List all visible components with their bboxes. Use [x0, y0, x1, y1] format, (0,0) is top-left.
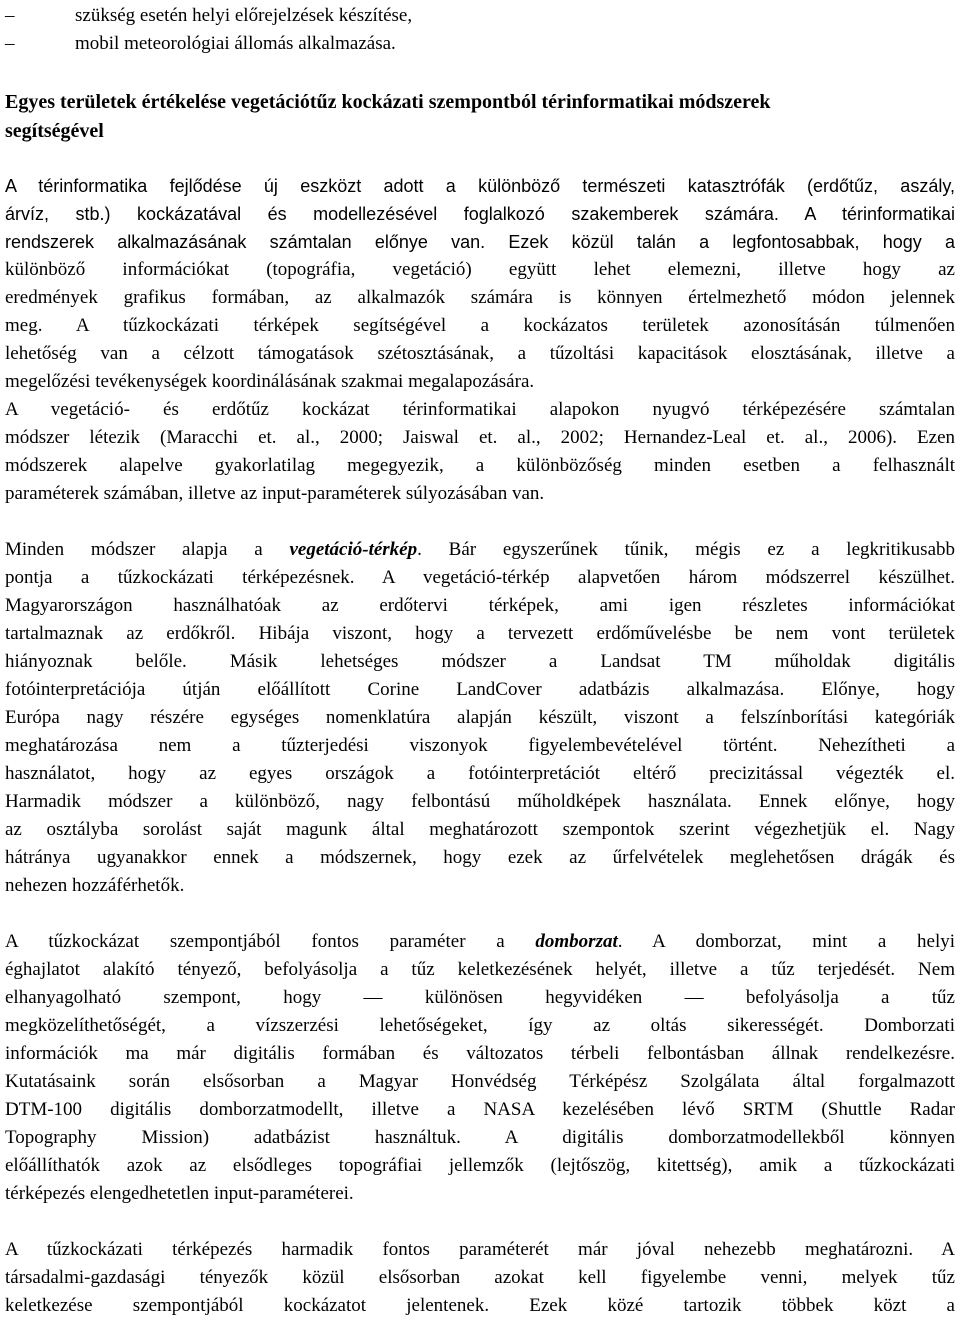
text-run: . Bár egyszerűnek tűnik, mégis ez a legkritikusabb [417, 539, 955, 560]
paragraph-line: rendszerek alkalmazásának számtalan előnye van. Ezek közül talán a legfontosabbak, hogy a [5, 232, 955, 252]
paragraph-line: hiányoznak belőle. Másik lehetséges módszer a Landsat TM műholdak digitális [5, 651, 955, 672]
paragraph-line: nehezen hozzáférhetők. [5, 875, 185, 896]
paragraph-line: megelőzési tevékenységek koordinálásának szakmai megalapozására. [5, 371, 535, 392]
paragraph-line: megközelíthetőségét, a vízszerzési lehetőségeket, így az oltás sikerességét. Domborzati [5, 1015, 955, 1036]
paragraph-line: különböző információkat (topográfia, vegetáció) együtt lehet elemezni, illetve hogy az [5, 259, 955, 280]
text-run: Minden módszer alapja a [5, 539, 290, 560]
bullet-text: mobil meteorológiai állomás alkalmazása. [75, 33, 396, 54]
paragraph-line: társadalmi-gazdasági tényezők közül elsősorban azokat kell figyelembe venni, melyek tűz [5, 1267, 955, 1288]
paragraph-line: meg. A tűzkockázati térképek segítségével a kockázatos területek azonosításán túlmenően [5, 315, 955, 336]
paragraph-line: keletkezése szempontjából kockázatot jelentenek. Ezek közé tartozik többek közt a [5, 1295, 955, 1316]
paragraph-line: A vegetáció- és erdőtűz kockázat térinformatikai alapokon nyugvó térképezésére számtalan [5, 399, 955, 420]
dash-icon: – [5, 5, 15, 26]
bullet-item [5, 2, 955, 30]
paragraph-line: Harmadik módszer a különböző, nagy felbontású műholdképek használata. Ennek előnye, hogy [5, 791, 955, 812]
paragraph-line: tartalmaznak az erdőkről. Hibája viszont, hogy a tervezett erdőművelésbe be nem vont területek [5, 623, 955, 644]
section-heading: Egyes területek értékelése vegetációtűz kockázati szempontból térinformatikai módszerek [5, 91, 771, 113]
paragraph-line: A tűzkockázati térképezés harmadik fontos paraméterét már jóval nehezebb meghatározni. A [5, 1239, 955, 1260]
paragraph-line: Topography Mission) adatbázist használtuk. A digitális domborzatmodellekből könnyen [5, 1127, 955, 1148]
paragraph-line: fotóinterpretációja útján előállított Corine LandCover adatbázis alkalmazása. Előnye, hogy [5, 679, 955, 700]
paragraph-line: előállíthatók azok az elsődleges topográfiai jellemzők (lejtőszög, kitettség), amik a tűzkockázati [5, 1155, 955, 1176]
paragraph-line [5, 928, 955, 956]
text-run: A tűzkockázat szempontjából fontos paraméter a [5, 931, 536, 952]
paragraph-line: használatot, hogy az egyes országok a fotóinterpretációt eltérő precizitással végezték el. [5, 763, 955, 784]
paragraph-line: Kutatásaink során elsősorban a Magyar Honvédség Térképész Szolgálata által forgalmazott [5, 1071, 955, 1092]
paragraph-line: eredmények grafikus formában, az alkalmazók számára is könnyen értelmezhető módon jelennek [5, 287, 955, 308]
paragraph-line: pontja a tűzkockázati térképezésnek. A vegetáció-térkép alapvetően három módszerrel készülhet. [5, 567, 955, 588]
emphasis-text: domborzat [535, 931, 618, 952]
paragraph-line: árvíz, stb.) kockázatával és modellezésével foglalkozó szakemberek számára. A térinformatikai [5, 204, 955, 224]
dash-icon: – [5, 33, 15, 54]
paragraph-line: A térinformatika fejlődése új eszközt adott a különböző természeti katasztrófák (erdőtűz, aszály, [5, 176, 955, 196]
text-run: . A domborzat, mint a helyi [617, 931, 955, 952]
paragraph-line: az osztályba sorolást saját magunk által meghatározott szempontok szerint végezhetjük el. Nagy [5, 819, 955, 840]
paragraph-line: módszerek alapelve gyakorlatilag megegyezik, a különbözőség minden esetben a felhasznált [5, 455, 955, 476]
paragraph-line [5, 536, 955, 564]
paragraph-line: térképezés elengedhetetlen input-paraméterei. [5, 1183, 354, 1204]
paragraph-line: hátránya ugyanakkor ennek a módszernek, hogy ezek az űrfelvételek meglehetősen drágák és [5, 847, 955, 868]
paragraph-line: Magyarországon használhatóak az erdőtervi térképek, ami igen részletes információkat [5, 595, 955, 616]
paragraph-line: elhanyagolható szempont, hogy — különösen hegyvidéken — befolyásolja a tűz [5, 987, 955, 1008]
paragraph-line: módszer létezik (Maracchi et. al., 2000; Jaiswal et. al., 2002; Hernandez-Leal et. al., 2006). Ezen [5, 427, 955, 448]
paragraph-line: Európa nagy részére egységes nomenklatúra alapján készült, viszont a felszínborítási kategóriák [5, 707, 955, 728]
paragraph-line: paraméterek számában, illetve az input-paraméterek súlyozásában van. [5, 483, 545, 504]
paragraph-line: éghajlatot alakító tényező, befolyásolja a tűz keletkezésének helyét, illetve a tűz terjedését. Nem [5, 959, 955, 980]
paragraph-line: információk ma már digitális formában és változatos térbeli felbontásban állnak rendelkezésre. [5, 1043, 955, 1064]
bullet-text: szükség esetén helyi előrejelzések készítése, [75, 5, 413, 26]
paragraph-line: DTM-100 digitális domborzatmodellt, illetve a NASA kezelésében lévő SRTM (Shuttle Radar [5, 1099, 955, 1120]
bullet-item [5, 30, 955, 58]
paragraph-line: lehetőség van a célzott támogatások szétosztásának, a tűzoltási kapacitások elosztásának, illetve a [5, 343, 955, 364]
emphasis-text: vegetáció-térkép [289, 539, 418, 560]
section-heading: segítségével [5, 120, 104, 142]
paragraph-line: meghatározása nem a tűzterjedési viszonyok figyelembevételével történt. Nehezítheti a [5, 735, 955, 756]
